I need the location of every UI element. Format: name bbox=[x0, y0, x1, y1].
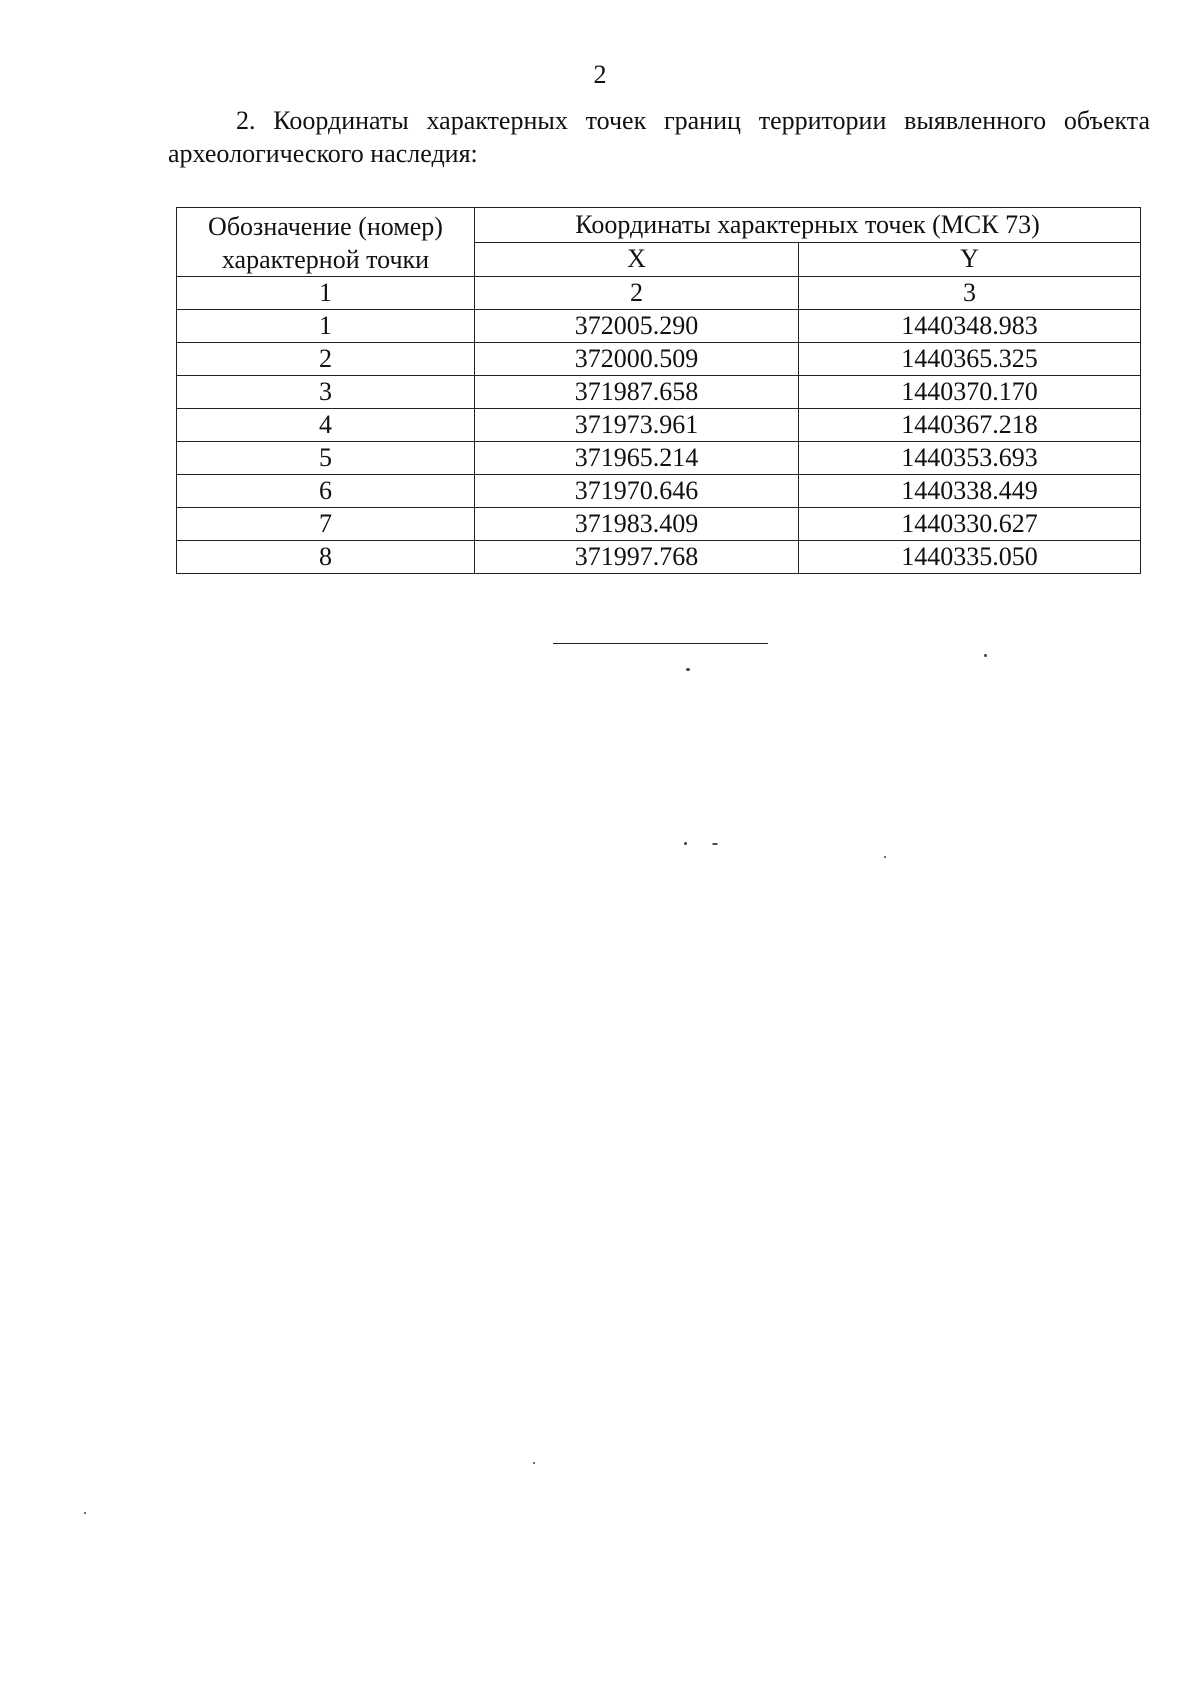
column-number: 2 bbox=[475, 277, 799, 310]
header-x: X bbox=[475, 242, 799, 277]
scan-speck bbox=[684, 842, 687, 845]
table-row bbox=[177, 409, 1141, 442]
y-cell: 1440338.449 bbox=[799, 475, 1141, 508]
x-cell: 371965.214 bbox=[475, 442, 799, 475]
table-header-row bbox=[177, 208, 1141, 243]
point-cell: 1 bbox=[177, 310, 475, 343]
scan-speck bbox=[712, 843, 718, 845]
x-cell: 371973.961 bbox=[475, 409, 799, 442]
table-row bbox=[177, 475, 1141, 508]
header-point-designation: Обозначение (номер) характерной точки bbox=[177, 208, 475, 277]
x-cell: 372000.509 bbox=[475, 343, 799, 376]
point-cell: 5 bbox=[177, 442, 475, 475]
point-cell: 3 bbox=[177, 376, 475, 409]
document-end-rule bbox=[553, 643, 768, 644]
x-cell: 371997.768 bbox=[475, 541, 799, 574]
column-number: 3 bbox=[799, 277, 1141, 310]
table-row bbox=[177, 343, 1141, 376]
point-cell: 2 bbox=[177, 343, 475, 376]
column-number-row bbox=[177, 277, 1141, 310]
point-cell: 8 bbox=[177, 541, 475, 574]
table-row bbox=[177, 508, 1141, 541]
scan-speck bbox=[533, 1462, 535, 1464]
x-cell: 371987.658 bbox=[475, 376, 799, 409]
body-paragraph bbox=[168, 104, 1150, 170]
y-cell: 1440365.325 bbox=[799, 343, 1141, 376]
paragraph-text: 2. Координаты характерных точек границ территории выявленного объекта археологического наследия: bbox=[168, 106, 1150, 168]
point-cell: 7 bbox=[177, 508, 475, 541]
x-cell: 371983.409 bbox=[475, 508, 799, 541]
scan-speck bbox=[84, 1512, 86, 1514]
table-row bbox=[177, 376, 1141, 409]
point-cell: 4 bbox=[177, 409, 475, 442]
y-cell: 1440348.983 bbox=[799, 310, 1141, 343]
y-cell: 1440330.627 bbox=[799, 508, 1141, 541]
table-row bbox=[177, 541, 1141, 574]
point-cell: 6 bbox=[177, 475, 475, 508]
y-cell: 1440335.050 bbox=[799, 541, 1141, 574]
x-cell: 371970.646 bbox=[475, 475, 799, 508]
scan-speck bbox=[686, 668, 690, 671]
page-number: 2 bbox=[593, 60, 607, 89]
column-number: 1 bbox=[177, 277, 475, 310]
y-cell: 1440370.170 bbox=[799, 376, 1141, 409]
scan-speck bbox=[884, 856, 886, 858]
scan-speck bbox=[984, 654, 987, 657]
y-cell: 1440353.693 bbox=[799, 442, 1141, 475]
x-cell: 372005.290 bbox=[475, 310, 799, 343]
header-coordinates: Координаты характерных точек (МСК 73) bbox=[475, 208, 1141, 243]
table-row bbox=[177, 310, 1141, 343]
table-row bbox=[177, 442, 1141, 475]
y-cell: 1440367.218 bbox=[799, 409, 1141, 442]
header-y: Y bbox=[799, 242, 1141, 277]
coordinates-table bbox=[176, 207, 1141, 574]
